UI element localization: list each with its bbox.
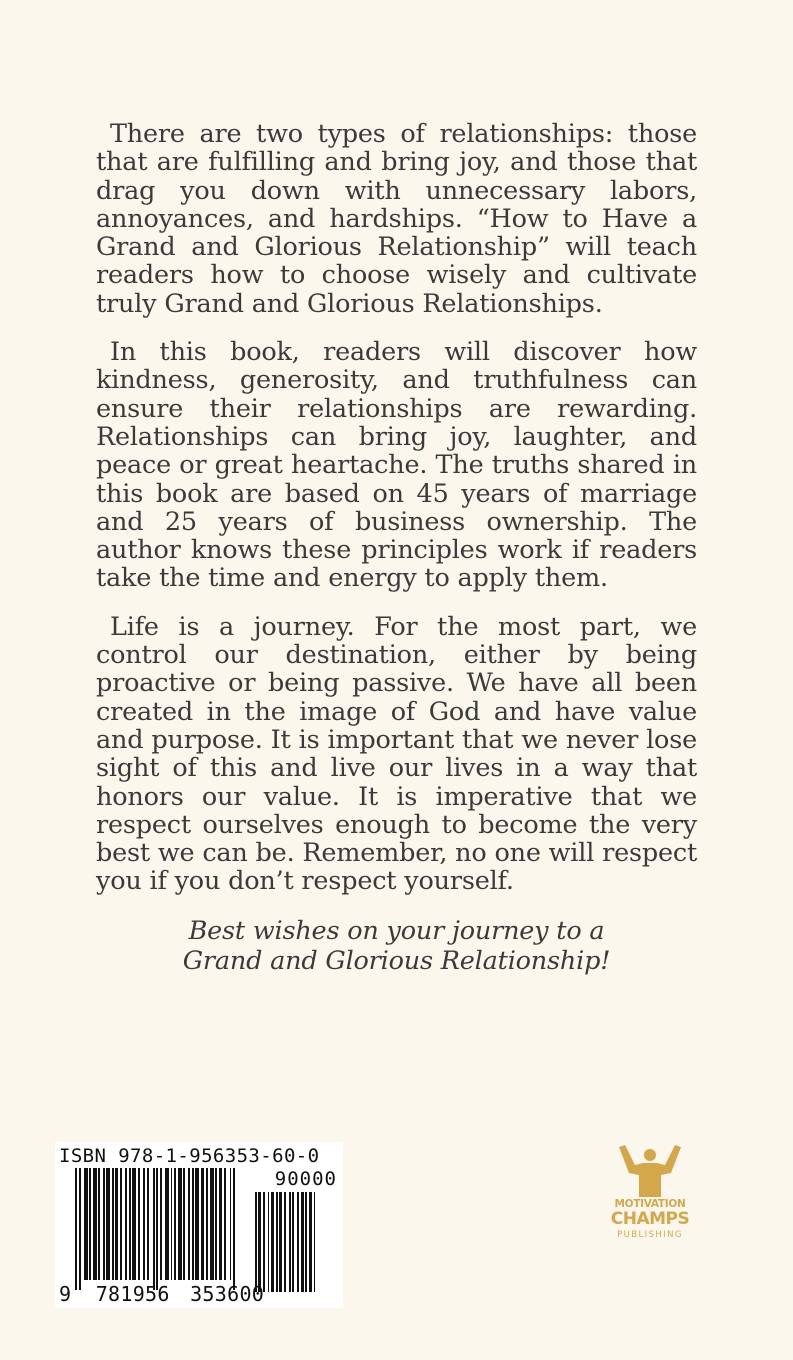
barcode-bar	[210, 1168, 214, 1280]
barcode-bar	[201, 1168, 204, 1280]
barcode-bar	[147, 1168, 149, 1280]
paragraph-1: There are two types of relationships: those that are fulfilling and bring joy, and those that drag you down with unnecessary labors, annoyances, and hardships. “How to Have a Grand and Glorious Relationship” will teach readers how to choose wisely and cultivate truly Grand and Glorious Relationships.	[96, 119, 697, 319]
barcode-bar	[125, 1168, 127, 1280]
barcode-bar	[165, 1168, 169, 1280]
barcode-bar	[103, 1168, 105, 1280]
back-cover-text	[96, 120, 697, 976]
barcode-bar	[258, 1192, 261, 1292]
paragraph-2: In this book, readers will discover how kindness, generosity, and truthfulness can ensure their relationships are rewarding. Relationships can bring joy, laughter, and peace or great heartache. The truths shared in this book are based on 45 years of marriage and 25 years of business ownership. The author knows these principles work if readers take the time and energy to apply them.	[96, 337, 697, 594]
barcode-bar	[79, 1168, 81, 1290]
barcode-bar	[178, 1168, 182, 1280]
barcode-bar	[309, 1192, 312, 1292]
barcode-bar	[143, 1168, 145, 1280]
barcode-bar	[301, 1192, 304, 1292]
barcode-bar	[120, 1168, 122, 1280]
barcode-bar	[156, 1168, 158, 1290]
barcode-digits-group-1: 781956	[95, 1282, 170, 1306]
barcode-digits-group-2: 353600	[190, 1282, 265, 1306]
barcode-digit-first: 9	[59, 1282, 72, 1306]
barcode-bar	[255, 1192, 257, 1292]
barcode-bar	[98, 1168, 100, 1280]
publisher-name-line-1: MOTIVATION	[614, 1198, 686, 1210]
barcode-bar	[84, 1168, 88, 1280]
barcode-bar	[192, 1168, 194, 1280]
barcode-bar	[289, 1192, 291, 1292]
barcode-bar	[233, 1168, 235, 1290]
barcode-bar	[138, 1168, 140, 1280]
barcode-bar	[219, 1168, 222, 1280]
closing-line-1: Best wishes on your journey to a	[188, 915, 605, 946]
barcode-bar	[93, 1168, 97, 1280]
price-code: 90000	[274, 1168, 337, 1190]
barcode-bar	[171, 1168, 172, 1280]
ean-barcode-bars	[75, 1168, 251, 1296]
barcode-bar	[305, 1192, 307, 1292]
barcode-bar	[132, 1168, 136, 1280]
isbn-label: ISBN 978-1-956353-60-0	[59, 1145, 320, 1167]
addon-barcode-bars	[255, 1192, 335, 1296]
barcode-bar	[314, 1192, 315, 1292]
barcode-bar	[160, 1168, 162, 1280]
barcode-bar	[112, 1168, 114, 1280]
barcode-bar	[284, 1192, 286, 1292]
barcode-bar	[206, 1168, 208, 1280]
publisher-logo	[600, 1143, 700, 1243]
barcode-bar	[279, 1192, 282, 1292]
barcode-bar	[215, 1168, 217, 1280]
barcode-bar	[224, 1168, 226, 1280]
barcode-bar	[183, 1168, 185, 1280]
paragraph-3: Life is a journey. For the most part, we control our destination, either by being proactive or being passive. We have all been created in the image of God and have value and purpose. It is important that we never lose sight of this and live our lives in a way that honors our value. It is imperative that we respect ourselves enough to become the very best we can be. Remember, no one will respect you if you don’t respect yourself.	[96, 611, 697, 897]
barcode-bar	[195, 1168, 199, 1280]
publisher-name-line-2: CHAMPS	[610, 1209, 690, 1229]
barcode-bar	[75, 1168, 77, 1290]
barcode-bar	[115, 1168, 118, 1280]
barcode-bar	[276, 1192, 278, 1292]
barcode-bar	[263, 1192, 265, 1292]
barcode-bar	[106, 1168, 110, 1280]
barcode-bar	[292, 1192, 294, 1292]
champion-figure-icon	[615, 1143, 685, 1197]
publisher-name-line-3: PUBLISHING	[617, 1230, 683, 1240]
isbn-barcode	[55, 1142, 343, 1308]
barcode-bar	[297, 1192, 299, 1292]
barcode-bar	[174, 1168, 176, 1280]
barcode-bar	[268, 1192, 269, 1292]
closing-wishes	[96, 916, 697, 976]
closing-line-2: Grand and Glorious Relationship!	[182, 945, 611, 976]
barcode-bar	[271, 1192, 274, 1292]
barcode-bar	[129, 1168, 131, 1280]
barcode-bar	[89, 1168, 91, 1280]
barcode-bar	[153, 1168, 155, 1290]
barcode-digits	[59, 1282, 264, 1306]
barcode-bar	[188, 1168, 190, 1280]
barcode-bar	[230, 1168, 231, 1280]
